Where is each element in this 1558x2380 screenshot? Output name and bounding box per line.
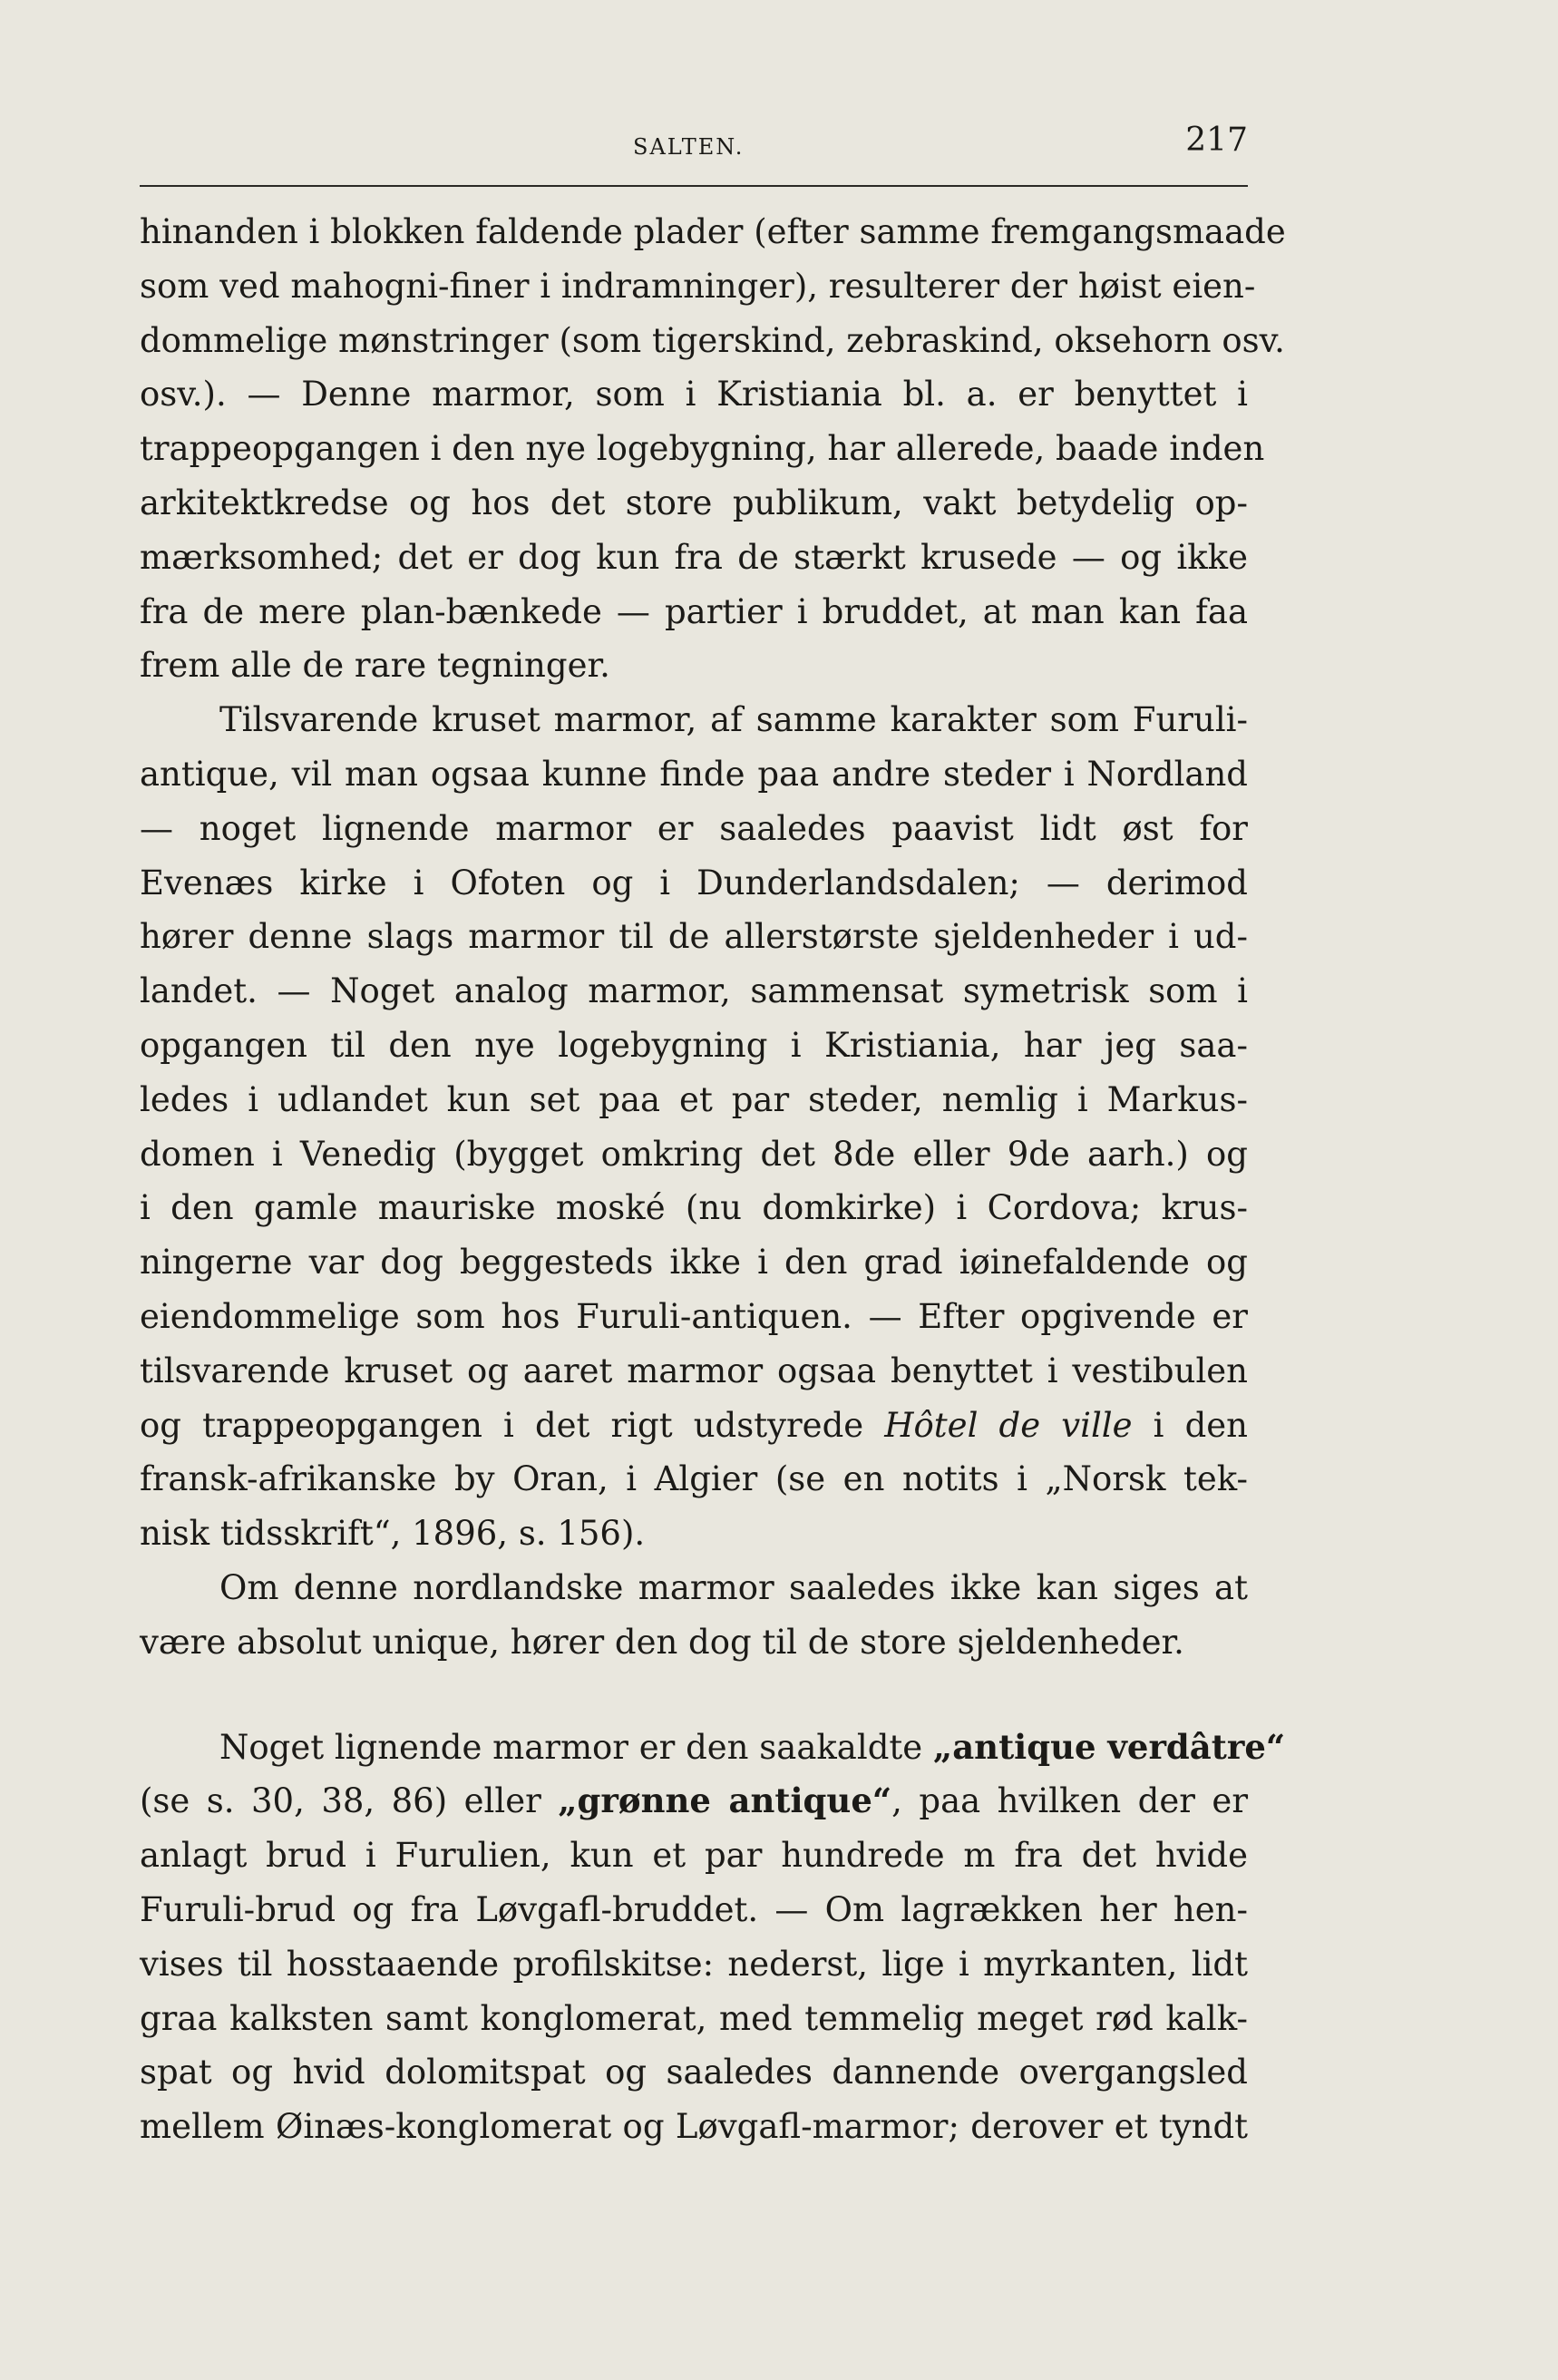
text-line: landet. — Noget analog marmor, sammensat symetrisk som i (140, 971, 1248, 1011)
section-gap (140, 1670, 1248, 1721)
text-line: Furuli-brud og fra Løvgafl-bruddet. — Om lagrækken her hen- (140, 1889, 1248, 1929)
text-line: arkitektkredse og hos det store publikum, vakt betydelig op- (140, 483, 1248, 522)
paragraph-2 (140, 693, 1248, 1561)
running-head: SALTEN. (633, 134, 745, 160)
text-line: domen i Venedig (bygget omkring det 8de eller 9de aarh.) og (140, 1134, 1248, 1174)
text-line: ledes i udlandet kun set paa et par steder, nemlig i Markus- (140, 1079, 1248, 1119)
text-line: fransk-afrikanske by Oran, i Algier (se en notits i „Norsk tek- (140, 1459, 1248, 1499)
text-line: dommelige mønstringer (som tigerskind, zebraskind, oksehorn osv. (140, 320, 1285, 360)
paragraph-1 (140, 205, 1286, 693)
text-line: tilsvarende kruset og aaret marmor ogsaa benyttet i vestibulen (140, 1351, 1248, 1390)
text-line: osv.). — Denne marmor, som i Kristiania bl. a. er benyttet i (140, 375, 1248, 415)
text-line: graa kalksten samt konglomerat, med temmelig meget rød kalk- (140, 1998, 1248, 2038)
text-line: antique, vil man ogsaa kunne finde paa andre steder i Nordland (140, 754, 1248, 794)
text-span: og trappeopgangen i det rigt udstyrede (140, 1405, 885, 1445)
text-line: — noget lignende marmor er saaledes paavist lidt øst for (140, 808, 1248, 848)
text-line: mærksomhed; det er dog kun fra de stærkt krusede — og ikke (140, 537, 1248, 577)
text-line: i den gamle mauriske moské (nu domkirke) i Cordova; krus- (140, 1188, 1248, 1228)
text-line: som ved mahogni-finer i indramninger), resulterer der høist eien- (140, 266, 1256, 306)
header-rule (140, 185, 1248, 187)
paragraph-4 (140, 1721, 1286, 2154)
text-line: hinanden i blokken faldende plader (efter samme fremgangsmaade (140, 212, 1286, 251)
text-line: anlagt brud i Furulien, kun et par hundrede m fra det hvide (140, 1836, 1248, 1876)
text-line: nisk tidsskrift“, 1896, s. 156). (140, 1514, 646, 1554)
text-line (140, 1721, 1286, 1775)
text-line: mellem Øinæs-konglomerat og Løvgafl-marmor; derover et tyndt (140, 2107, 1248, 2147)
text-line: vises til hosstaaende profilskitse: nederst, lige i myrkanten, lidt (140, 1944, 1248, 1984)
italic-hotel-de-ville: Hôtel de ville (884, 1405, 1133, 1445)
text-span: (se s. 30, 38, 86) eller (140, 1781, 559, 1821)
text-line: være absolut unique, hører den dog til de store sjeldenheder. (140, 1622, 1184, 1662)
text-line: opgangen til den nye logebygning i Kristiania, har jeg saa- (140, 1025, 1248, 1065)
text-line: Tilsvarende kruset marmor, af samme karakter som Furuli- (219, 700, 1248, 740)
text-line: fra de mere plan-bænkede — partier i bruddet, at man kan faa (140, 591, 1248, 631)
text-line: ningerne var dog beggesteds ikke i den grad iøinefaldende og (140, 1243, 1248, 1283)
text-line (140, 1399, 1248, 1453)
text-line: eiendommelige som hos Furuli-antiquen. — Efter opgivende er (140, 1296, 1248, 1336)
text-line: spat og hvid dolomitspat og saaledes dannende overgangsled (140, 2053, 1248, 2092)
text-line (140, 1774, 1248, 1829)
text-line: Om denne nordlandske marmor saaledes ikke kan siges at (219, 1567, 1248, 1607)
text-span: Noget lignende marmor er den saakaldte (219, 1727, 933, 1767)
text-span: , paa hvilken der er (891, 1781, 1249, 1821)
text-line: hører denne slags marmor til de allerstørste sjeldenheder i ud- (140, 917, 1248, 957)
text-line: frem alle de rare tegninger. (140, 646, 610, 686)
text-line: Evenæs kirke i Ofoten og i Dunderlandsdalen; — derimod (140, 863, 1248, 902)
text-line: trappeopgangen i den nye logebygning, har allerede, baade inden (140, 429, 1265, 469)
bold-antique-verdatre: „antique verdâtre“ (932, 1726, 1286, 1767)
bold-gronne-antique: „grønne antique“ (558, 1780, 892, 1821)
page-number: 217 (1185, 122, 1248, 159)
page-header (140, 122, 1248, 167)
body-text (140, 205, 1286, 2154)
text-span: i den (1132, 1405, 1248, 1445)
paragraph-3 (140, 1561, 1248, 1670)
